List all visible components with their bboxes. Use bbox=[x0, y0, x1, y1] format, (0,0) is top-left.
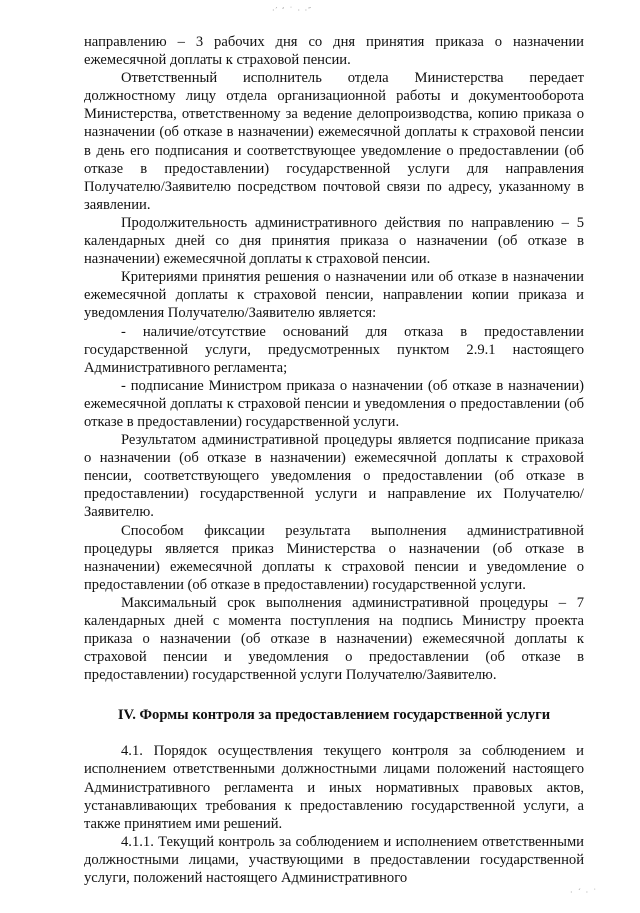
section-heading: IV. Формы контроля за предоставлением государственной услуги bbox=[117, 707, 551, 724]
document-page bbox=[84, 33, 584, 887]
paragraph-11: 4.1.1. Текущий контроль за соблюдением и исполнением ответственными должностными лицами, участвующими в предоставлении государственной услуги, положений настоящего Административного bbox=[84, 833, 584, 887]
scan-artifact-top: ·′ ‘ ˙ · ·″ bbox=[272, 6, 313, 15]
paragraph-2: Ответственный исполнитель отдела Министерства передает должностному лицу отдела организационной работы и документооборота Министерства, ответственному за ведение делопроизводства, копию приказа о назначении (об отказе в назначении) ежемесячной доплаты к страховой пенсии в день его подписания и соответствующее уведомление о предоставлении (об отказе в предоставлении) государственной услуги для направления Получателю/Заявителю посредством почтовой связи по адресу, указанному в заявлении. bbox=[84, 70, 584, 213]
paragraph-4: Критериями принятия решения о назначении или об отказе в назначении ежемесячной доплаты к страховой пенсии, направлении копии приказа и уведомления Получателю/Заявителю является: bbox=[84, 269, 584, 322]
paragraph-1: направлению – 3 рабочих дня со дня принятия приказа о назначении ежемесячной доплаты к страховой пенсии. bbox=[84, 34, 584, 69]
paragraph-9: Максимальный срок выполнения административной процедуры – 7 календарных дней с момента поступления на подпись Министру проекта приказа о назначении (об отказе в назначении) ежемесячной доплаты к страховой пенсии и уведомления о предоставлении (об отказе в предоставлении) государственной услуги Получателю/Заявителю. bbox=[84, 594, 584, 684]
paragraph-7: Результатом административной процедуры является подписание приказа о назначении (об отказе в назначении) ежемесячной доплаты к страховой пенсии, соответствующего уведомления о предоставлении (об отказе в предоставлении) государственной услуги и направление их Получателю/Заявителю. bbox=[84, 432, 584, 521]
paragraph-6: - подписание Министром приказа о назначении (об отказе в назначении) ежемесячной доплаты к страховой пенсии и уведомления о предоставлении (об отказе в предоставлении) государственной услуги. bbox=[84, 377, 584, 430]
scan-artifact-bottom: · ´ · ˙ bbox=[570, 888, 598, 897]
paragraph-8: Способом фиксации результата выполнения административной процедуры является приказ Министерства о назначении (об отказе в назначении) ежемесячной доплаты к страховой пенсии и уведомление о предоставлении (об отказе в предоставлении) государственной услуги. bbox=[84, 522, 584, 593]
paragraph-3: Продолжительность административного действия по направлению – 5 календарных дней со дня принятия приказа о назначении (об отказе в назначении) ежемесячной доплаты к страховой пенсии. bbox=[84, 214, 584, 268]
paragraph-10: 4.1. Порядок осуществления текущего контроля за соблюдением и исполнением ответственными должностными лицами положений настоящего Административного регламента и иных нормативных правовых актов, устанавливающих требования к предоставлению государственной услуги, а также принятием ими решений. bbox=[84, 743, 584, 832]
paragraph-5: - наличие/отсутствие оснований для отказа в предоставлении государственной услуги, предусмотренных пунктом 2.9.1 настоящего Административного регламента; bbox=[84, 323, 584, 376]
